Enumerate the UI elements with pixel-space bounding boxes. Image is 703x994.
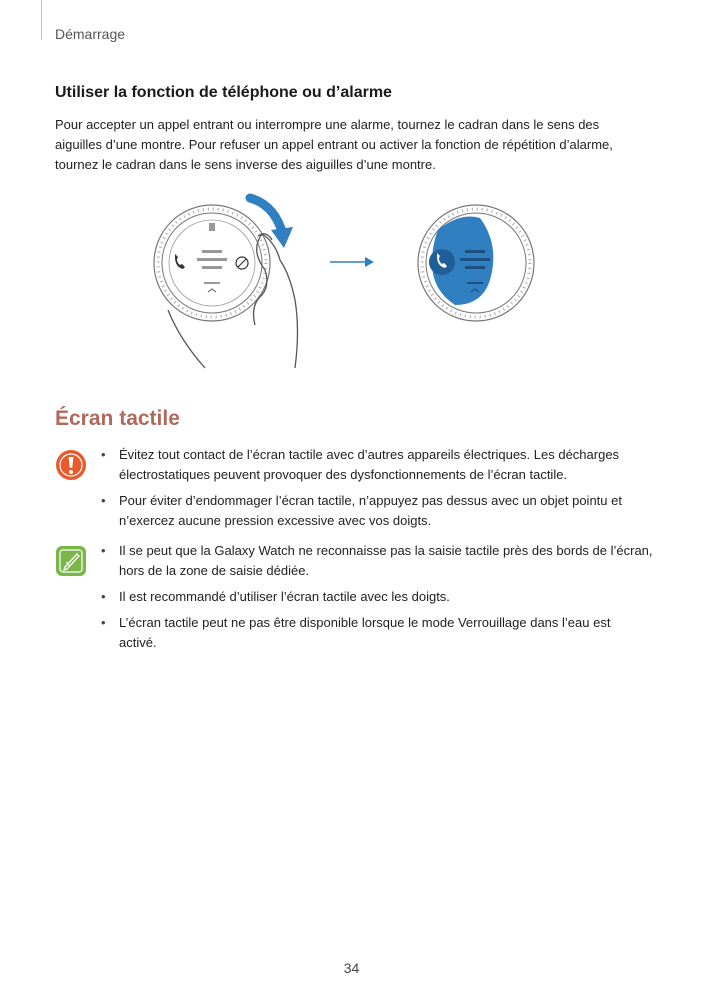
item-line: activé. bbox=[119, 635, 157, 650]
item-line: Il se peut que la Galaxy Watch ne reconnaisse pas la saisie tactile près des bords de l’écran, bbox=[119, 543, 653, 558]
item-line: hors de la zone de saisie dédiée. bbox=[119, 563, 310, 578]
item-line: électrostatiques peuvent provoquer des dysfonctionnements de l’écran tactile. bbox=[119, 467, 568, 482]
section-title: Écran tactile bbox=[55, 407, 180, 430]
watch-after bbox=[418, 205, 534, 321]
running-header: Démarrage bbox=[55, 26, 126, 42]
list-item bbox=[101, 445, 655, 485]
item-line: n’exercez aucune pression excessive avec vos doigts. bbox=[119, 513, 432, 528]
note-block bbox=[55, 541, 655, 661]
warning-icon bbox=[55, 449, 87, 481]
list-item bbox=[101, 491, 655, 531]
watch-before bbox=[154, 205, 270, 321]
intro-line: Pour accepter un appel entrant ou interrompre une alarme, tournez le cadran dans le sens des bbox=[55, 117, 600, 132]
list-item bbox=[101, 541, 655, 581]
item-line: L’écran tactile peut ne pas être disponible lorsque le mode Verrouillage dans l’eau est bbox=[119, 615, 611, 630]
note-list bbox=[101, 541, 655, 659]
note-icon bbox=[55, 545, 87, 577]
warning-block bbox=[55, 445, 655, 535]
header-rule bbox=[41, 0, 42, 40]
section-heading: Utiliser la fonction de téléphone ou d’alarme bbox=[55, 84, 392, 101]
page-number: 34 bbox=[343, 960, 360, 976]
bullet-icon: • bbox=[101, 447, 106, 462]
bullet-icon: • bbox=[101, 493, 106, 508]
bullet-icon: • bbox=[101, 543, 106, 558]
intro-line: aiguilles d’une montre. Pour refuser un appel entrant ou activer la fonction de répétition d’alarme, bbox=[55, 137, 613, 152]
item-line: Évitez tout contact de l’écran tactile avec d’autres appareils électriques. Les décharges bbox=[119, 447, 620, 462]
item-line: Pour éviter d’endommager l’écran tactile, n’appuyez pas dessus avec un objet pointu et bbox=[119, 493, 622, 508]
item-line: Il est recommandé d’utiliser l’écran tactile avec les doigts. bbox=[119, 589, 450, 604]
warning-list bbox=[101, 445, 655, 537]
list-item bbox=[101, 613, 655, 653]
watch-bezel-illustration bbox=[150, 190, 550, 375]
intro-line: tournez le cadran dans le sens inverse des aiguilles d’une montre. bbox=[55, 157, 436, 172]
bullet-icon: • bbox=[101, 589, 106, 604]
bullet-icon: • bbox=[101, 615, 106, 630]
list-item bbox=[101, 587, 655, 607]
transition-arrow bbox=[330, 257, 374, 267]
intro-paragraph bbox=[55, 115, 655, 175]
